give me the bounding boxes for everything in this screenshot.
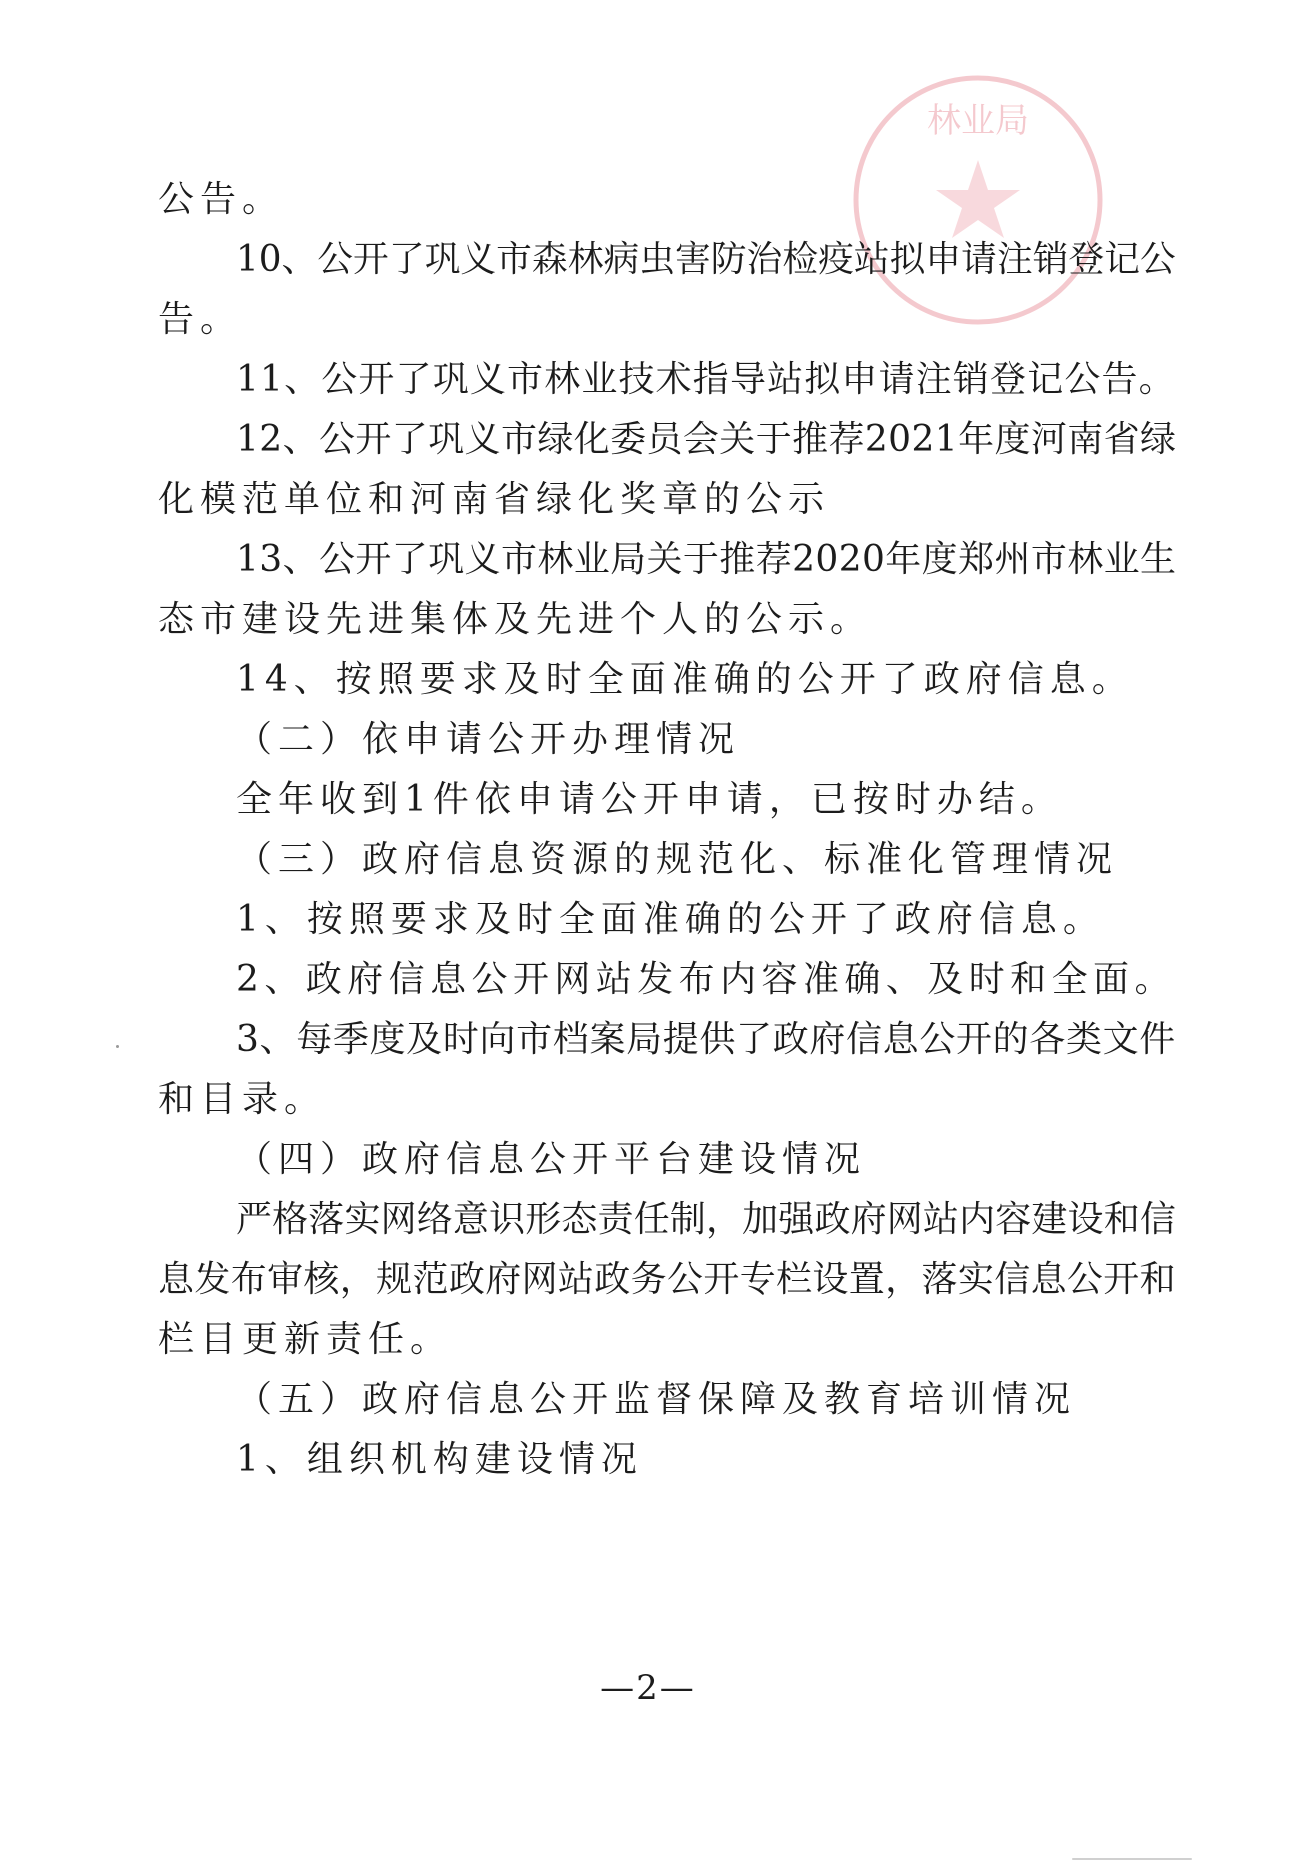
- section-heading: （三）政府信息资源的规范化、标准化管理情况: [236, 839, 1119, 880]
- section-heading: （四）政府信息公开平台建设情况: [236, 1139, 867, 1180]
- section-heading: （二）依申请公开办理情况: [236, 719, 741, 760]
- text-line: 12、公开了巩义市绿化委员会关于推荐2021年度河南省绿: [236, 419, 1177, 460]
- text-line: 10、公开了巩义市森林病虫害防治检疫站拟申请注销登记公: [236, 239, 1176, 280]
- text-line: 14、按照要求及时全面准确的公开了政府信息。: [236, 659, 1134, 700]
- scan-speck: [1072, 1858, 1192, 1860]
- text-line: 公告。: [158, 179, 285, 220]
- text-line: 13、公开了巩义市林业局关于推荐2020年度郑州市林业生: [236, 539, 1177, 580]
- text-line: 栏目更新责任。: [158, 1319, 453, 1360]
- text-line: 化模范单位和河南省绿化奖章的公示: [158, 479, 831, 520]
- text-line: 2、政府信息公开网站发布内容准确、及时和全面。: [236, 959, 1176, 1000]
- section-heading: （五）政府信息公开监督保障及教育培训情况: [236, 1379, 1077, 1420]
- svg-text:林业局: 林业局: [927, 101, 1029, 141]
- text-line: 全年收到1件依申请公开申请，已按时办结。: [236, 779, 1063, 820]
- text-line: 和目录。: [158, 1079, 327, 1120]
- official-seal-stamp: [838, 60, 1118, 340]
- text-line: 严格落实网络意识形态责任制，加强政府网站内容建设和信: [236, 1199, 1177, 1240]
- text-line: 息发布审核，规范政府网站政务公开专栏设置，落实信息公开和: [158, 1259, 1177, 1300]
- page-number: —2—: [600, 1668, 696, 1708]
- text-line: 11、公开了巩义市林业技术指导站拟申请注销登记公告。: [236, 359, 1176, 400]
- text-line: 1、按照要求及时全面准确的公开了政府信息。: [236, 899, 1105, 940]
- scan-speck: [116, 1045, 119, 1048]
- text-line: 3、每季度及时向市档案局提供了政府信息公开的各类文件: [236, 1019, 1176, 1060]
- text-line: 态市建设先进集体及先进个人的公示。: [158, 599, 873, 640]
- text-line: 告。: [158, 299, 243, 340]
- text-line: 1、组织机构建设情况: [236, 1439, 643, 1480]
